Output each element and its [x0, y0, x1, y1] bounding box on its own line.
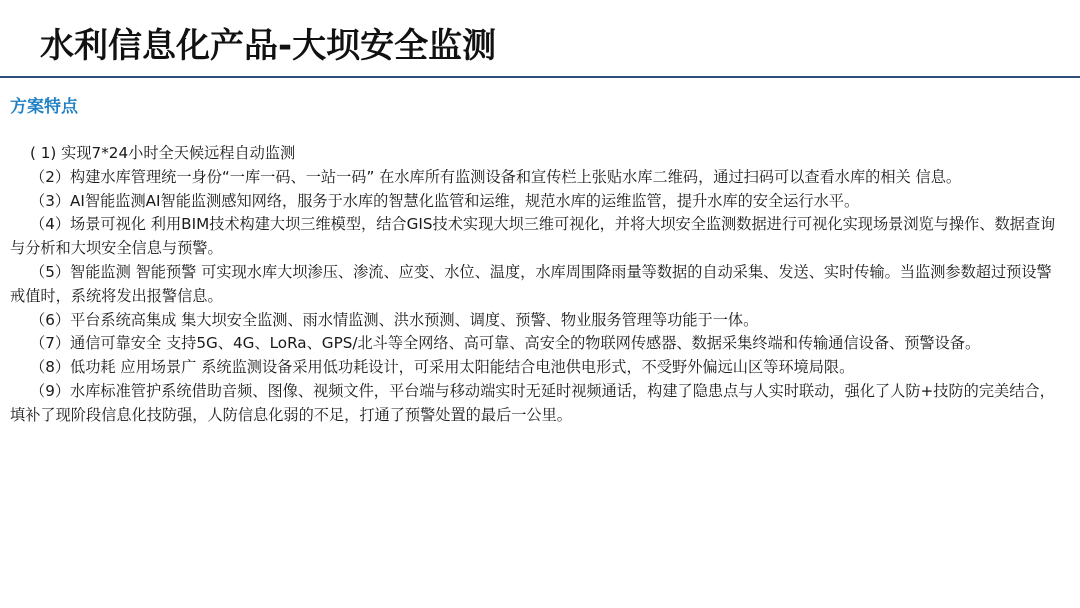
feature-item-9: （9）水库标准管护系统借助音频、图像、视频文件，平台端与移动端实时无延时视频通话，构建了隐患点与人实时联动，强化了人防+技防的完美结合，填补了现阶段信息化技防强，人防信息化弱的不足，打通了预警处置的最后一公里。 [10, 381, 1055, 424]
title-divider [0, 76, 1080, 78]
feature-item-3: （3）AI智能监测AI智能监测感知网络，服务于水库的智慧化监管和运维，规范水库的运维监管，提升水库的安全运行水平。 [30, 191, 860, 210]
page-title: 水利信息化产品-大坝安全监测 [40, 26, 497, 66]
feature-item-8: （8）低功耗 应用场景广 系统监测设备采用低功耗设计，可采用太阳能结合电池供电形式，不受野外偏远山区等环境局限。 [30, 358, 855, 377]
feature-item-5: （5）智能监测 智能预警 可实现水库大坝渗压、渗流、应变、水位、温度，水库周围降雨量等数据的自动采集、发送、实时传输。当监测参数超过预设警戒值时，系统将发出报警信息。 [10, 262, 1052, 305]
feature-item-6: （6）平台系统高集成 集大坝安全监测、雨水情监测、洪水预测、调度、预警、物业服务管理等功能于一体。 [30, 310, 759, 329]
feature-list [10, 142, 1065, 428]
feature-item-2: （2）构建水库管理统一身份“一库一码、一站一码” 在水库所有监测设备和宣传栏上张贴水库二维码，通过扫码可以查看水库的相关 信息。 [30, 167, 962, 186]
feature-item-7: （7）通信可靠安全 支持5G、4G、LoRa、GPS/北斗等全网络、高可靠、高安全的物联网传感器、数据采集终端和传输通信设备、预警设备。 [30, 334, 981, 353]
feature-item-4: （4）场景可视化 利用BIM技术构建大坝三维模型，结合GIS技术实现大坝三维可视化，并将大坝安全监测数据进行可视化实现场景浏览与操作、数据查询与分析和大坝安全信息与预警。 [10, 215, 1056, 258]
feature-item-1: ( 1) 实现7*24小时全天候远程自动监测 [30, 144, 296, 162]
section-heading: 方案特点 [10, 97, 78, 117]
